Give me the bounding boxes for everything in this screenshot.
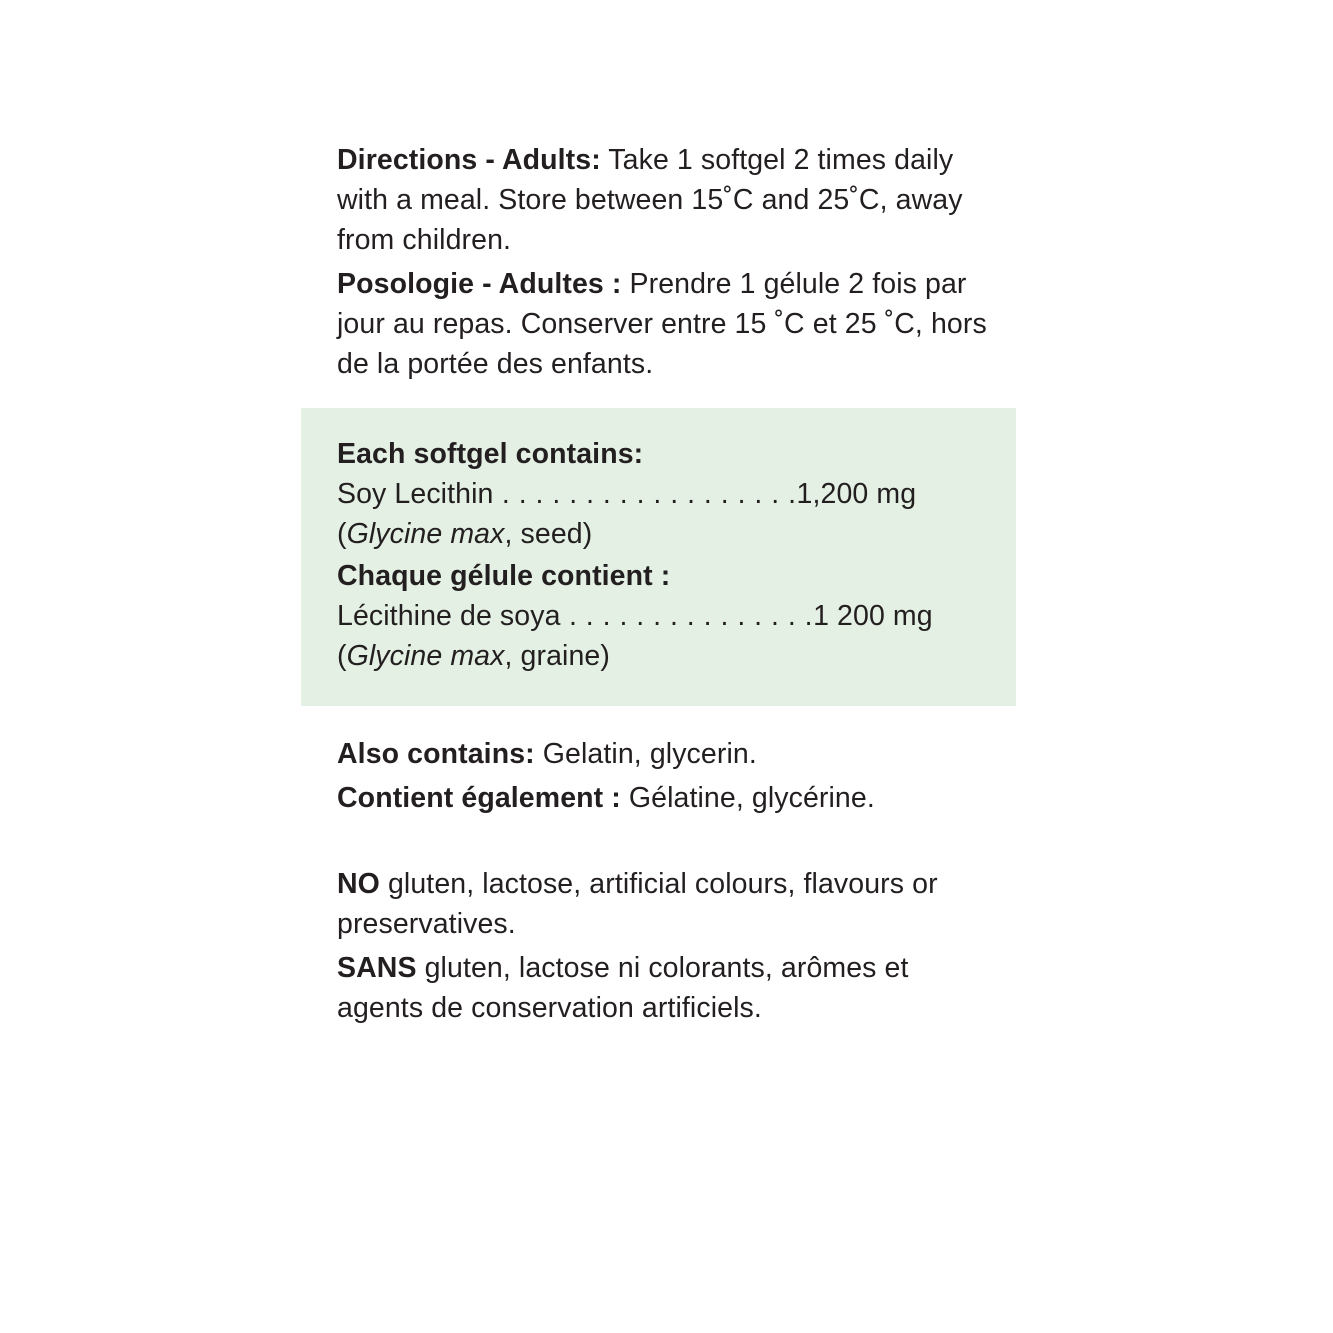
directions-english-text: Take 1 softgel 2 times daily with a meal. Store between 15˚C and 25˚C, away from children. (337, 144, 963, 256)
ingredient-source-french (337, 636, 980, 676)
also-contains-english-text: Gelatin, glycerin. (534, 738, 757, 770)
directions-english (337, 140, 997, 260)
ingredient-amount-french: 1 200 mg (813, 600, 933, 632)
ingredients-english-heading (337, 434, 980, 474)
ingredient-dots-french: . . . . . . . . . . . . . . . (560, 600, 814, 632)
ingredient-source-english (337, 514, 980, 554)
directions-french (337, 264, 997, 384)
also-contains-english (337, 734, 997, 774)
also-contains-french (337, 778, 997, 818)
ingredient-row-french (337, 596, 980, 636)
directions-section (337, 140, 997, 384)
ingredient-dots-english: . . . . . . . . . . . . . . . . . . (493, 478, 797, 510)
also-contains-french-label: Contient également : (337, 782, 621, 814)
botanical-name-french: Glycine max (346, 640, 505, 672)
paren-open-english: ( (337, 518, 347, 550)
free-from-english-text: gluten, lactose, artificial colours, flavours or preservatives. (337, 868, 938, 940)
directions-french-label: Posologie - Adultes : (337, 268, 622, 300)
ingredients-english-heading-text: Each softgel contains: (337, 438, 644, 470)
also-contains-french-text: Gélatine, glycérine. (620, 782, 875, 814)
directions-french-text: Prendre 1 gélule 2 fois par jour au repas. Conserver entre 15 ˚C et 25 ˚C, hors de la portée des enfants. (337, 268, 987, 380)
ingredients-french-heading-text: Chaque gélule contient : (337, 560, 671, 592)
botanical-name-english: Glycine max (346, 518, 505, 550)
ingredient-row-english (337, 474, 980, 514)
free-from-english (337, 864, 997, 944)
ingredients-panel (301, 408, 1016, 706)
free-from-french-label: SANS (337, 952, 417, 984)
free-from-section (337, 864, 997, 1028)
ingredients-french-heading (337, 556, 980, 596)
ingredient-name-french: Lécithine de soya (337, 600, 561, 632)
supplement-facts-label (337, 140, 997, 1032)
paren-open-french: ( (337, 640, 347, 672)
also-contains-section (337, 734, 997, 818)
plant-part-french: , graine) (504, 640, 610, 672)
ingredient-name-english: Soy Lecithin (337, 478, 494, 510)
directions-english-label: Directions - Adults: (337, 144, 601, 176)
ingredient-amount-english: 1,200 mg (796, 478, 917, 510)
also-contains-english-label: Also contains: (337, 738, 535, 770)
free-from-english-label: NO (337, 868, 380, 900)
plant-part-english: , seed) (504, 518, 593, 550)
free-from-french (337, 948, 997, 1028)
free-from-french-text: gluten, lactose ni colorants, arômes et agents de conservation artificiels. (337, 952, 909, 1024)
